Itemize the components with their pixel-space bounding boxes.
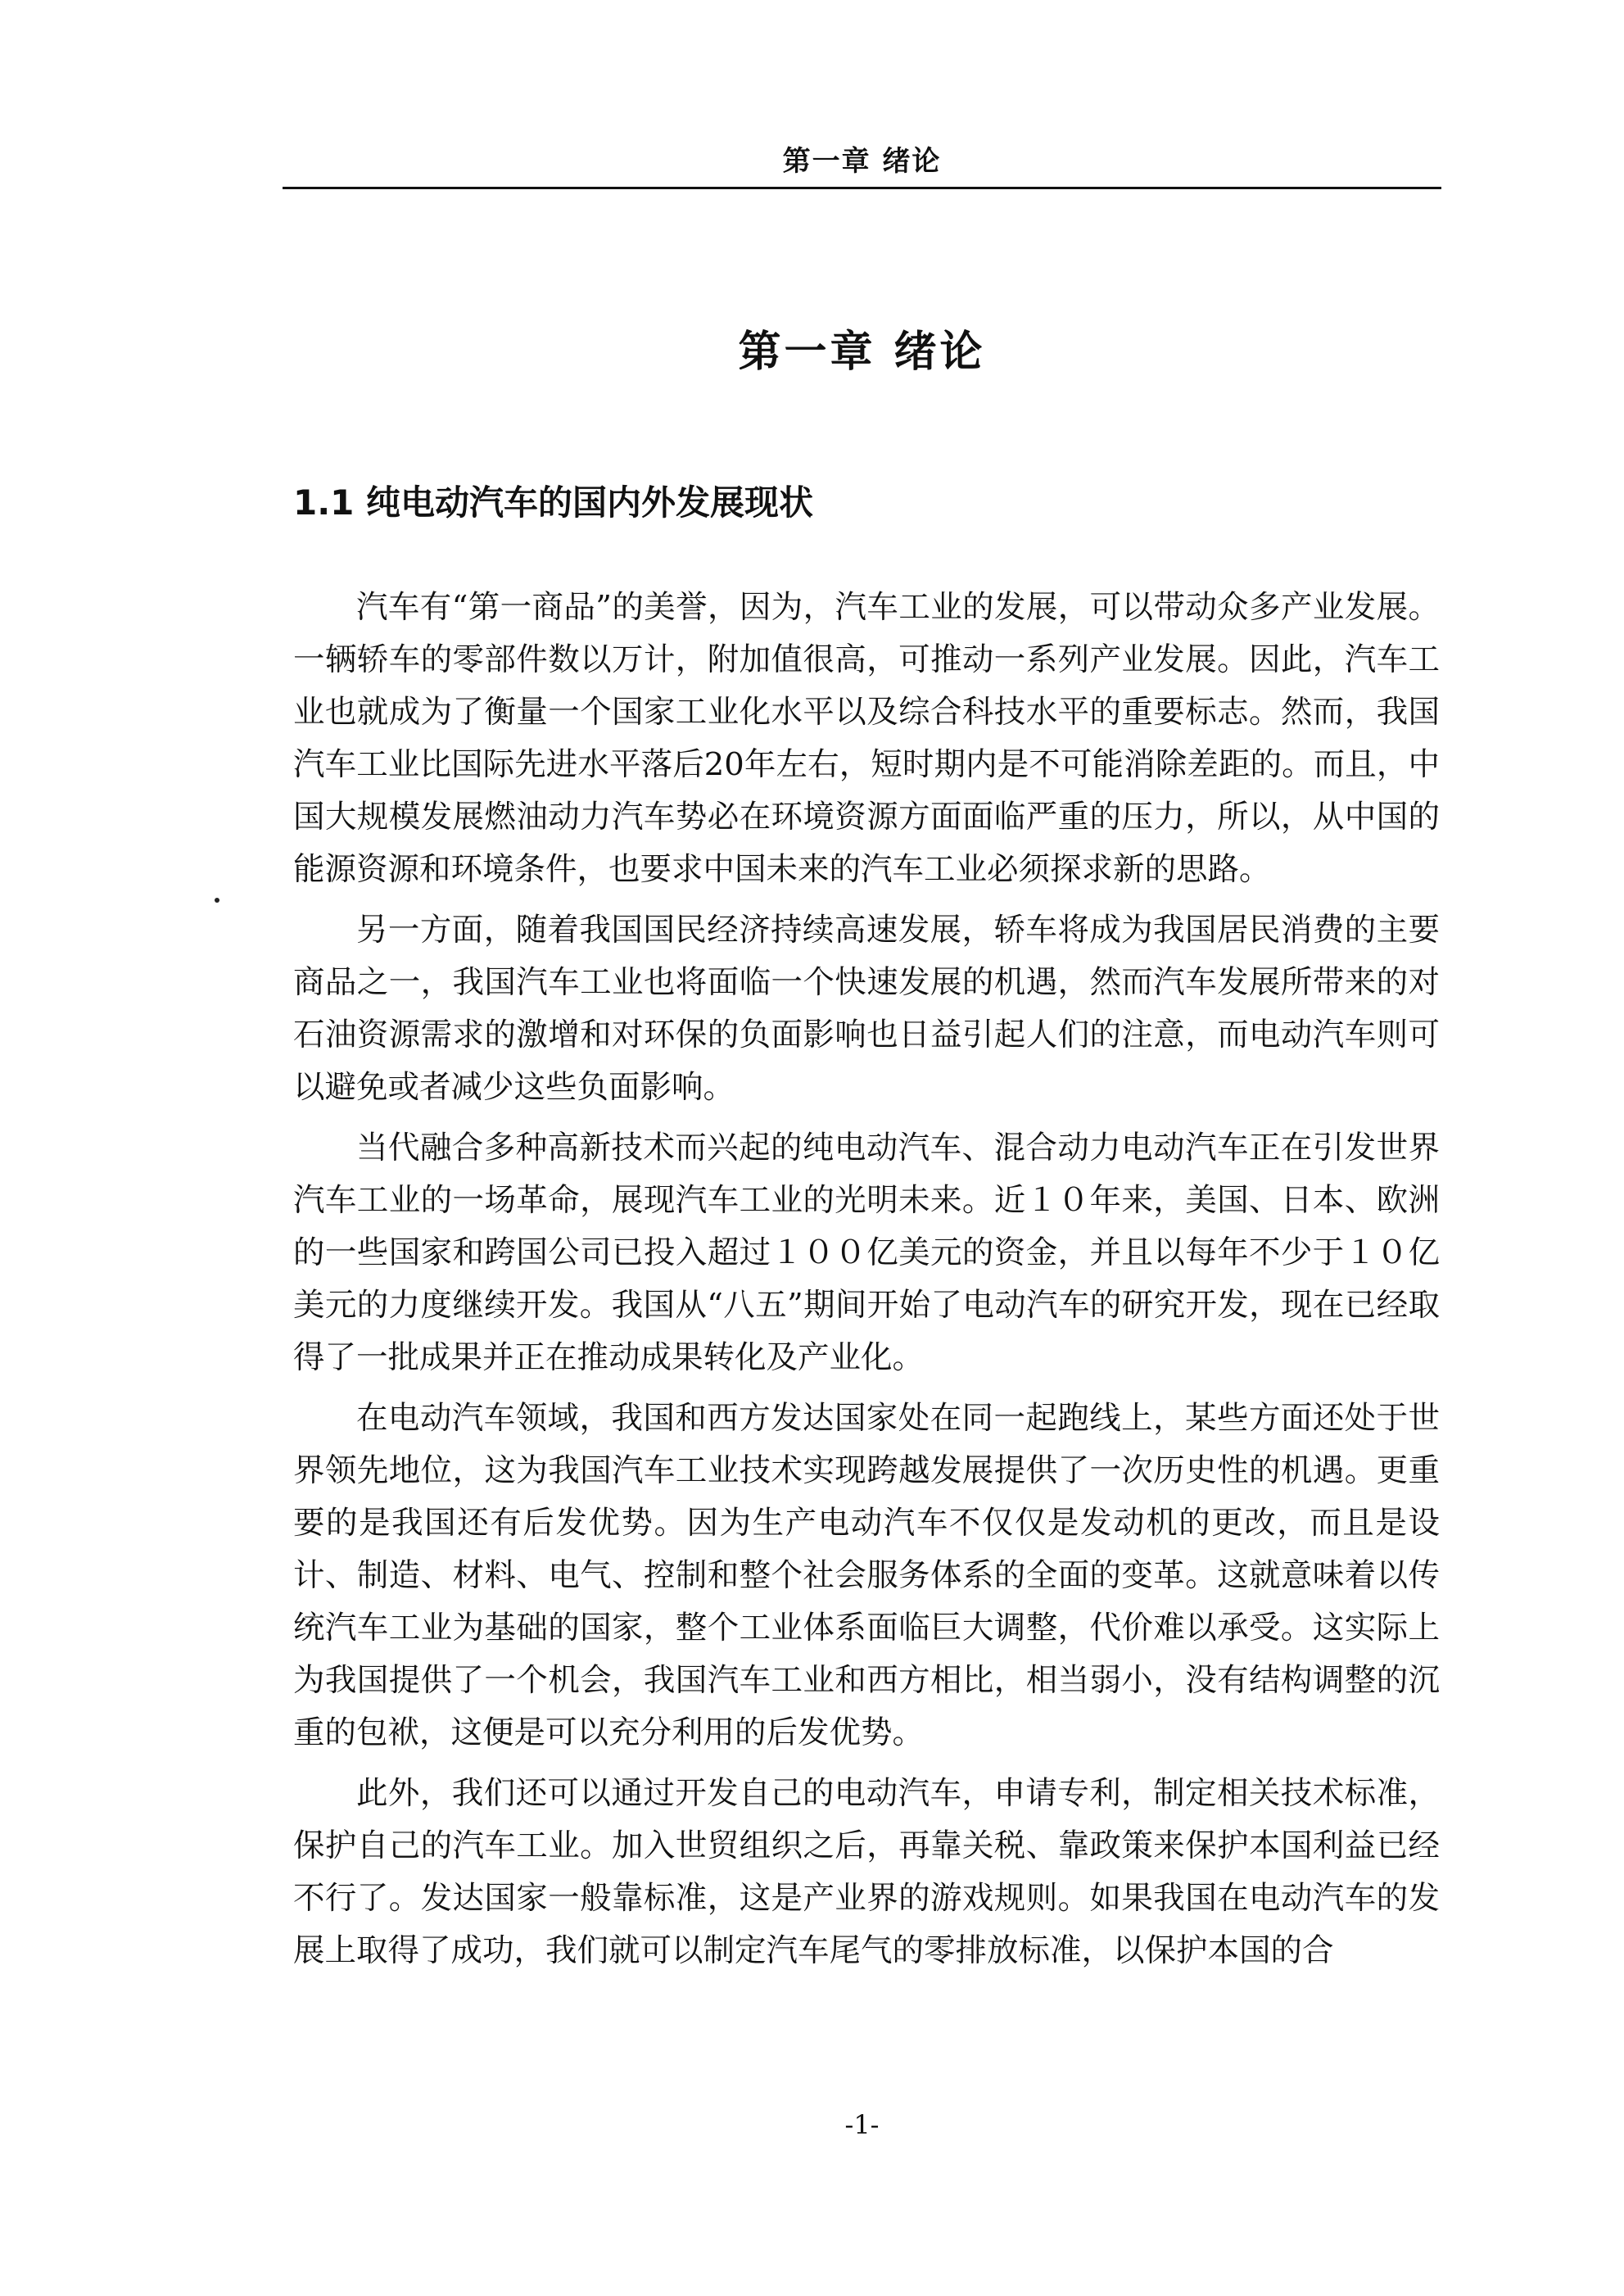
chapter-title: 第一章 绪论 [738,328,986,377]
running-header: 第一章 绪论 [782,145,942,178]
page-number: -1- [844,2109,880,2140]
scan-mark [215,898,219,903]
header-rule [283,187,1441,189]
body-text [293,582,1440,1986]
paragraph: 此外，我们还可以通过开发自己的电动汽车，申请专利，制定相关技术标准，保护自己的汽车工业。加入世贸组织之后，再靠关税、靠政策来保护本国利益已经不行了。发达国家一般靠标准，这是产业界的游戏规则。如果我国在电动汽车的发展上取得了成功，我们就可以制定汽车尾气的零排放标准，以保护本国的合 [293,1775,1440,1969]
paragraph: 在电动汽车领域，我国和西方发达国家处在同一起跑线上，某些方面还处于世界领先地位，这为我国汽车工业技术实现跨越发展提供了一次历史性的机遇。更重要的是我国还有后发优势。因为生产电动汽车不仅仅是发动机的更改，而且是设计、制造、材料、电气、控制和整个社会服务体系的全面的变革。这就意味着以传统汽车工业为基础的国家，整个工业体系面临巨大调整，代价难以承受。这实际上为我国提供了一个机会，我国汽车工业和西方相比，相当弱小，没有结构调整的沉重的包袱，这便是可以充分利用的后发优势。 [293,1400,1440,1751]
section-heading: 1.1 纯电动汽车的国内外发展现状 [293,482,814,523]
paragraph: 汽车有“第一商品”的美誉，因为，汽车工业的发展，可以带动众多产业发展。一辆轿车的零部件数以万计，附加值很高，可推动一系列产业发展。因此，汽车工业也就成为了衡量一个国家工业化水平以及综合科技水平的重要标志。然而，我国汽车工业比国际先进水平落后20年左右，短时期内是不可能消除差距的。而且，中国大规模发展燃油动力汽车势必在环境资源方面面临严重的压力，所以，从中国的能源资源和环境条件，也要求中国未来的汽车工业必须探求新的思路。 [293,589,1440,888]
paragraph: 另一方面，随着我国国民经济持续高速发展，轿车将成为我国居民消费的主要商品之一，我国汽车工业也将面临一个快速发展的机遇，然而汽车发展所带来的对石油资源需求的激增和对环保的负面影响也日益引起人们的注意，而电动汽车则可以避免或者减少这些负面影响。 [293,912,1440,1106]
paragraph: 当代融合多种高新技术而兴起的纯电动汽车、混合动力电动汽车正在引发世界汽车工业的一场革命，展现汽车工业的光明未来。近１０年来，美国、日本、欧洲的一些国家和跨国公司已投入超过１００亿美元的资金，并且以每年不少于１０亿美元的力度继续开发。我国从“八五”期间开始了电动汽车的研究开发，现在已经取得了一批成果并正在推动成果转化及产业化。 [293,1130,1440,1376]
